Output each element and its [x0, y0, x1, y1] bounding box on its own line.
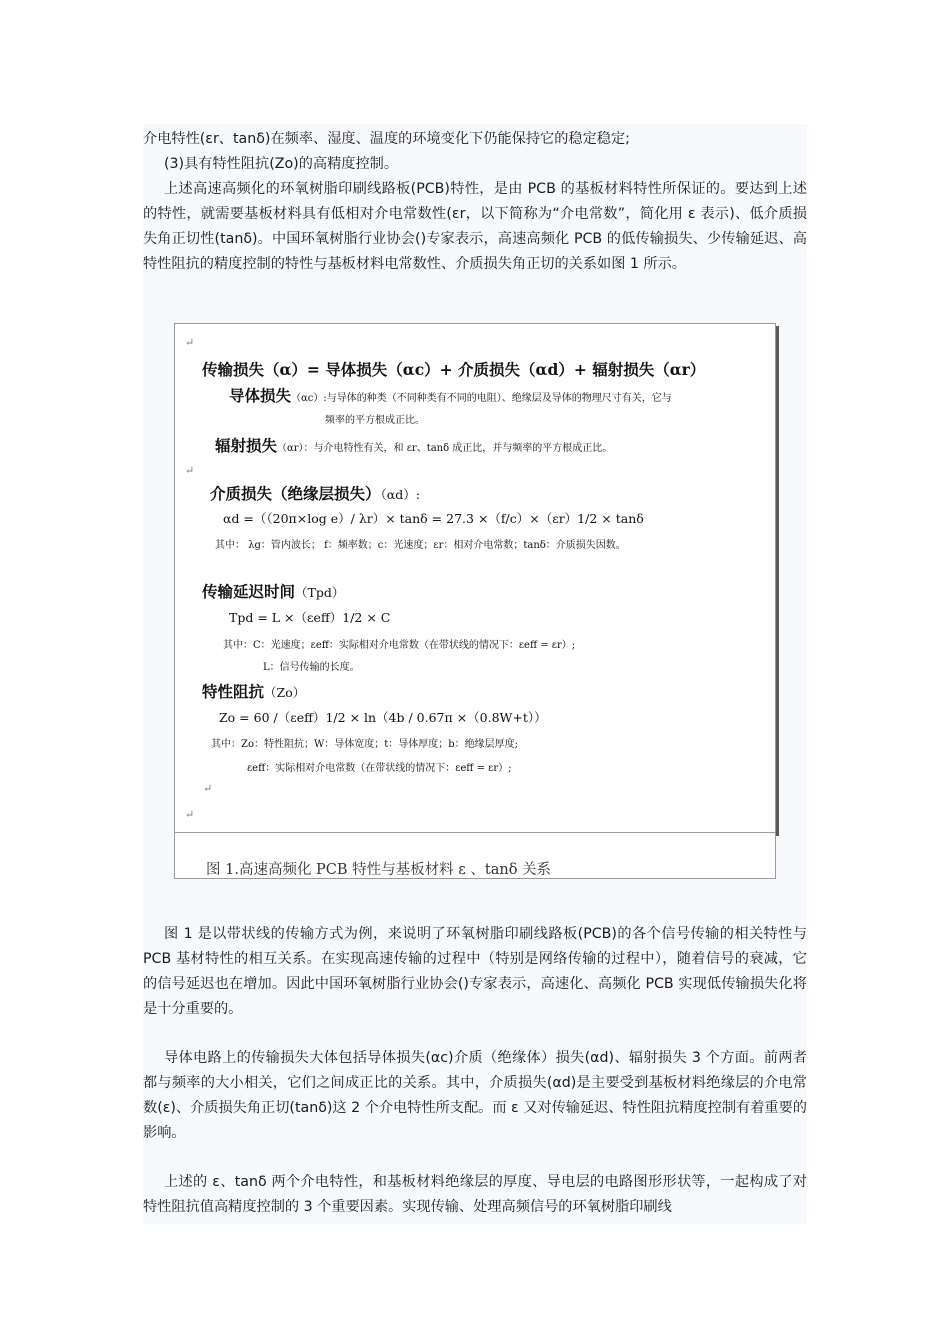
paragraph-transmission-loss: 导体电路上的传输损失大体包括导体损失(αc)介质（绝缘体）损失(αd)、辐射损失 3 个方面。前两者都与频率的大小相关，它们之间成正比的关系。其中，介质损失(αd)是主要受到基板材料绝缘层的介电常数(ε)、介质损失角正切(tanδ)这 2 个介电特性所支配。而 ε 又对传输延迟、特性阻抗精度控制有着重要的影响。: [143, 1050, 807, 1141]
return-mark: ↵: [185, 336, 195, 349]
return-mark: ↵: [203, 782, 213, 795]
paragraph-stripline-explanation: 图 1 是以带状线的传输方式为例，来说明了环氧树脂印刷线路板(PCB)的各个信号传输的相关特性与 PCB 基材特性的相互关系。在实现高速传输的过程中（特别是网络传输的过程中），随着信号的衰减，它的信号延迟也在增加。因此中国环氧树脂行业协会()专家表示，高速化、高频化 PCB 实现低传输损失化将是十分重要的。: [143, 926, 807, 1017]
figure-formula-zo: Zo = 60 /（εeff）1/2 × ln（4b / 0.67π ×（0.8W+t））: [219, 710, 547, 725]
figure-line-total-loss: 传输损失（α）= 导体损失（αc）+ 介质损失（αd）+ 辐射损失（αr）: [202, 360, 706, 379]
paragraph-pcb-characteristics: 上述高速高频化的环氧树脂印刷线路板(PCB)特性，是由 PCB 的基板材料特性所保证的。要达到上述的特性，就需要基板材料具有低相对介电常数性(εr，以下简称为“介电常数”，简化用 ε 表示)、低介质损失角正切性(tanδ)。中国环氧树脂行业协会()专家表示，高速高频化 PCB 的低传输损失、少传输延迟、高特性阻抗的精度控制的特性与基板材料电常数性、介质损失角正切的关系如图 1 所示。: [143, 181, 807, 272]
paragraph-dielectric-stability: 介电特性(εr、tanδ)在频率、湿度、温度的环境变化下仍能保持它的稳定稳定;: [143, 131, 630, 147]
figure-legend-tpd: 其中：C：光速度；εeff：实际相对介电常数（在带状线的情况下：εeff = εr）;: [223, 640, 576, 651]
paragraph-impedance-control: (3)具有特性阻抗(Zo)的高精度控制。: [164, 156, 399, 172]
figure-line-conductor-loss: 导体损失（αc）:与导体的种类（不同种类有不同的电阻）、绝缘层及导体的物理尺寸有关，它与: [229, 386, 672, 405]
figure-line-dielectric-loss: 介质损失（绝缘层损失）（αd）:: [210, 484, 420, 503]
figure-legend-alpha-d: 其中： λg：管内波长； f：频率数；c：光速度；εr：相对介电常数；tanδ：介质损失因数。: [215, 540, 626, 551]
return-mark: ↵: [185, 808, 195, 821]
figure-legend-zo: 其中：Zo：特性阻抗；W：导体宽度；t：导体厚度；b：绝缘层厚度;: [211, 739, 519, 750]
figure-line-impedance: 特性阻抗（Zo）: [202, 682, 306, 701]
figure-formula-tpd: Tpd = L ×（εeff）1/2 × C: [229, 610, 391, 625]
figure-line-conductor-loss-cont: 频率的平方根成正比。: [325, 415, 425, 426]
figure-legend-tpd-length: L：信号传输的长度。: [263, 662, 360, 673]
return-mark: ↵: [185, 464, 195, 477]
figure-legend-zo-eeff: εeff：实际相对介电常数（在带状线的情况下：εeff = εr）;: [247, 763, 512, 774]
figure-line-delay: 传输延迟时间（Tpd）: [202, 582, 345, 601]
figure-1-formulas: [174, 323, 776, 833]
figure-caption: 图 1.高速高频化 PCB 特性与基板材料 ε 、tanδ 关系: [206, 862, 552, 878]
figure-caption-box: [174, 833, 776, 879]
figure-formula-alpha-d: αd =（（20π×log e）/ λr）× tanδ = 27.3 ×（f/c）×（εr）1/2 × tanδ: [223, 511, 644, 526]
paragraph-impedance-factors: 上述的 ε、tanδ 两个介电特性，和基板材料绝缘层的厚度、导电层的电路图形形状等，一起构成了对特性阻抗值高精度控制的 3 个重要因素。实现传输、处理高频信号的环氧树脂印刷线: [143, 1174, 807, 1215]
figure-line-radiation-loss: 辐射损失（αr）：与介电特性有关，和 εr、tanδ 成正比，并与频率的平方根成正比。: [215, 436, 613, 455]
